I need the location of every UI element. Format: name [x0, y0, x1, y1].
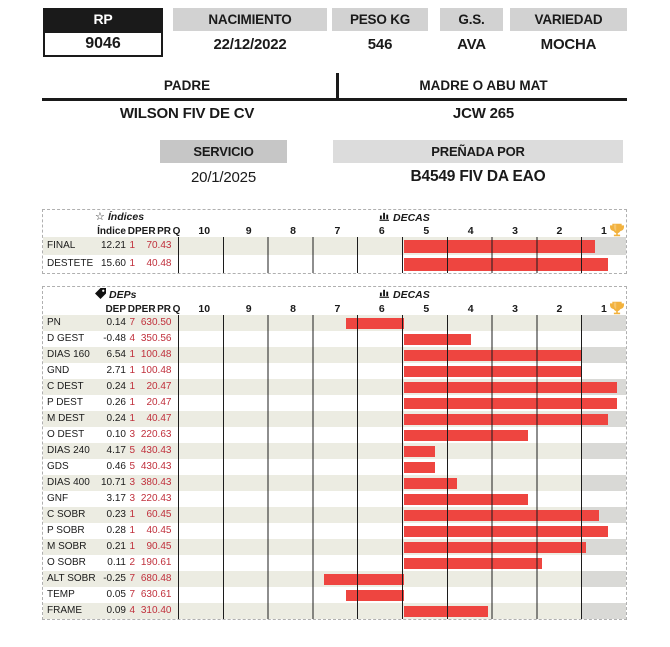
cell-value: 0.11 [107, 557, 126, 568]
table-row-o-sobr [43, 555, 626, 571]
deps-table [42, 286, 627, 620]
cell-d: 3 [129, 429, 135, 440]
table-row-dias-160 [43, 347, 626, 363]
decas-tick-5: 5 [423, 303, 430, 315]
decas-tick-9: 9 [245, 225, 252, 237]
cell-d: 3 [129, 477, 135, 488]
percentile-bar [404, 258, 608, 271]
decas-tick-2: 2 [556, 303, 563, 315]
percentile-bar [404, 526, 608, 537]
cell-pr: 0.61 [152, 589, 172, 600]
decas-chart-cell [182, 443, 626, 459]
cell-value: 0.23 [106, 509, 126, 520]
cell-value: 12.21 [100, 240, 126, 251]
nacimiento-header: NACIMIENTO [173, 8, 327, 31]
row-label: O SOBR [47, 557, 86, 568]
table-title-label: Índices [107, 211, 145, 223]
cell-value: 0.28 [106, 525, 126, 536]
col-header-PER: PER [135, 226, 156, 237]
decas-tick-10: 10 [198, 225, 211, 237]
decas-chart-cell [182, 255, 626, 273]
decas-tick-1: 1 [600, 225, 607, 237]
decas-tick-6: 6 [378, 303, 385, 315]
cell-per: 38 [140, 477, 152, 488]
cell-q [171, 523, 182, 539]
decas-1-highlight-cell [582, 475, 626, 491]
cell-pr: 0.43 [152, 461, 172, 472]
row-label: DIAS 160 [47, 349, 90, 360]
cell-d: 2 [129, 557, 135, 568]
padre-value: WILSON FIV DE CV [119, 105, 255, 122]
row-label: DESTETE [47, 258, 94, 269]
percentile-bar [404, 414, 608, 425]
row-label: M DEST [47, 413, 85, 424]
bar-chart-icon [379, 211, 390, 224]
madre-header: MADRE O ABU MAT [419, 78, 548, 93]
cell-per: 43 [140, 461, 152, 472]
row-label: D GEST [47, 333, 85, 344]
percentile-bar [404, 606, 488, 617]
cell-value: 0.21 [106, 541, 126, 552]
row-label: C SOBR [47, 509, 86, 520]
cell-pr: 0.48 [152, 258, 172, 269]
cell-per: 31 [140, 605, 152, 616]
cell-pr: 0.43 [152, 445, 172, 456]
cell-q [171, 255, 182, 273]
cell-d: 1 [129, 397, 135, 408]
gs-header: G.S. [440, 8, 503, 31]
decas-chart-cell [182, 603, 626, 619]
col-header-PER: PER [135, 304, 156, 315]
cell-per: 9 [146, 541, 152, 552]
cell-pr: 0.45 [152, 525, 172, 536]
madre-value: JCW 265 [452, 105, 515, 122]
cell-value: -0.48 [103, 333, 126, 344]
decas-chart-cell [182, 587, 626, 603]
cell-pr: 0.61 [152, 557, 172, 568]
cell-per: 4 [146, 525, 152, 536]
peso-value: 546 [367, 36, 393, 53]
col-header-D: D [127, 304, 135, 315]
cell-q [171, 427, 182, 443]
cell-d: 1 [129, 240, 135, 251]
cell-pr: 0.48 [152, 365, 172, 376]
cell-pr: 0.47 [152, 397, 172, 408]
percentile-bar [404, 382, 617, 393]
cell-d: 1 [129, 365, 135, 376]
cell-value: 3.17 [106, 493, 126, 504]
cell-per: 22 [140, 493, 152, 504]
cell-per: 22 [140, 429, 152, 440]
table-row-gds [43, 459, 626, 475]
cell-d: 7 [129, 573, 135, 584]
percentile-bar [404, 334, 471, 345]
cell-per: 35 [140, 333, 152, 344]
decas-tick-4: 4 [467, 225, 474, 237]
cell-per: 19 [140, 557, 152, 568]
table-row-c-dest [43, 379, 626, 395]
cell-d: 7 [129, 317, 135, 328]
cell-pr: 0.48 [152, 573, 172, 584]
percentile-bar [404, 430, 528, 441]
parent-rule [42, 98, 627, 101]
table-row-c-sobr [43, 507, 626, 523]
cell-pr: 0.43 [152, 493, 172, 504]
table-row-gnd [43, 363, 626, 379]
decas-chart-cell [182, 491, 626, 507]
col-header-D: D [127, 226, 135, 237]
cell-per: 7 [146, 240, 152, 251]
col-header-PR: PR [157, 304, 171, 315]
table-row-p-sobr [43, 523, 626, 539]
cell-value: 15.60 [100, 258, 126, 269]
percentile-bar [324, 574, 404, 585]
cell-value: 0.14 [106, 317, 126, 328]
cell-pr: 0.63 [152, 429, 172, 440]
cell-d: 1 [129, 381, 135, 392]
decas-tick-3: 3 [512, 225, 518, 237]
cell-value: 0.10 [106, 429, 126, 440]
decas-chart-cell [182, 475, 626, 491]
decas-1-highlight-cell [582, 539, 626, 555]
decas-tick-7: 7 [334, 225, 341, 237]
cell-per: 4 [146, 413, 152, 424]
cell-q [171, 315, 182, 331]
cell-value: -0.25 [103, 573, 126, 584]
cell-pr: 0.45 [152, 509, 172, 520]
cell-value: 0.09 [106, 605, 126, 616]
cell-d: 1 [129, 413, 135, 424]
row-label: M SOBR [47, 541, 87, 552]
rp-value: 9046 [43, 31, 163, 57]
row-label: C DEST [47, 381, 84, 392]
percentile-bar [404, 542, 586, 553]
decas-chart-cell [182, 237, 626, 255]
cell-value: 0.05 [106, 589, 126, 600]
decas-tick-4: 4 [467, 303, 474, 315]
row-label: FRAME [47, 605, 82, 616]
cell-d: 1 [129, 349, 135, 360]
table-row-alt-sobr [43, 571, 626, 587]
row-label: O DEST [47, 429, 85, 440]
cell-pr: 0.48 [152, 349, 172, 360]
cell-value: 0.46 [106, 461, 126, 472]
cell-q [171, 603, 182, 619]
cell-d: 1 [129, 509, 135, 520]
decas-tick-5: 5 [423, 225, 430, 237]
cell-d: 4 [129, 605, 135, 616]
decas-chart-cell [182, 507, 626, 523]
table-row-dias-240 [43, 443, 626, 459]
table-row-temp [43, 587, 626, 603]
col-header-Q: Q [172, 304, 181, 315]
percentile-bar [404, 478, 457, 489]
variedad-header: VARIEDAD [510, 8, 627, 31]
cell-q [171, 379, 182, 395]
variedad-value: MOCHA [540, 36, 597, 53]
cell-pr: 0.43 [152, 240, 172, 251]
indices-table [42, 209, 627, 274]
cell-per: 2 [146, 381, 152, 392]
cell-q [171, 587, 182, 603]
decas-tick-2: 2 [556, 225, 563, 237]
star-icon: ☆ [95, 211, 105, 223]
decas-1-highlight-cell [582, 603, 626, 619]
cell-value: 0.24 [106, 381, 126, 392]
table-row-gnf [43, 491, 626, 507]
cell-value: 0.26 [106, 397, 126, 408]
cell-q [171, 443, 182, 459]
row-label: DIAS 400 [47, 477, 90, 488]
percentile-bar [346, 590, 404, 601]
percentile-bar [404, 510, 599, 521]
cell-d: 5 [129, 461, 135, 472]
table-row-pn [43, 315, 626, 331]
decas-chart-cell [182, 539, 626, 555]
cell-pr: 0.47 [152, 381, 172, 392]
cell-value: 10.71 [100, 477, 126, 488]
decas-tick-7: 7 [334, 303, 341, 315]
cell-per: 68 [140, 573, 152, 584]
percentile-bar [346, 318, 404, 329]
row-label: DIAS 240 [47, 445, 90, 456]
percentile-bar [404, 446, 435, 457]
cell-q [171, 571, 182, 587]
table-row-m-dest [43, 411, 626, 427]
cell-q [171, 555, 182, 571]
decas-1-highlight-cell [582, 315, 626, 331]
servicio-header: SERVICIO [160, 140, 287, 163]
col-header-PR: PR [157, 226, 171, 237]
table-title [95, 211, 144, 223]
cell-value: 6.54 [106, 349, 126, 360]
cell-value: 4.17 [106, 445, 126, 456]
cell-d: 3 [129, 493, 135, 504]
cell-pr: 0.56 [152, 333, 172, 344]
row-label: P DEST [47, 397, 83, 408]
row-label: PN [47, 317, 61, 328]
cell-q [171, 459, 182, 475]
cell-q [171, 331, 182, 347]
decas-chart-cell [182, 315, 626, 331]
decas-axis-label: DECAS [393, 211, 430, 224]
rp-header: RP [43, 8, 163, 31]
table-row-m-sobr [43, 539, 626, 555]
decas-chart-cell [182, 411, 626, 427]
decas-chart-cell [182, 427, 626, 443]
decas-axis-label: DECAS [393, 288, 430, 301]
cell-per: 63 [140, 589, 152, 600]
cell-q [171, 363, 182, 379]
row-label: TEMP [47, 589, 75, 600]
padre-header: PADRE [163, 78, 211, 93]
cell-q [171, 491, 182, 507]
cell-pr: 0.47 [152, 413, 172, 424]
cell-q [171, 507, 182, 523]
cell-per: 63 [140, 317, 152, 328]
decas-tick-10: 10 [198, 303, 211, 315]
decas-chart-cell [182, 379, 626, 395]
cell-q [171, 347, 182, 363]
cell-pr: 0.45 [152, 541, 172, 552]
decas-chart-cell [182, 363, 626, 379]
prenada-header: PREÑADA POR [333, 140, 623, 163]
percentile-bar [404, 494, 528, 505]
cell-d: 7 [129, 589, 135, 600]
row-label: FINAL [47, 240, 76, 251]
row-label: GDS [47, 461, 69, 472]
decas-tick-6: 6 [378, 225, 385, 237]
parent-divider [336, 73, 339, 98]
decas-chart-cell [182, 331, 626, 347]
decas-tick-8: 8 [290, 225, 296, 237]
row-label: GNF [47, 493, 69, 504]
gs-value: AVA [457, 36, 486, 53]
prenada-value: B4549 FIV DA EAO [410, 168, 546, 185]
cell-d: 1 [129, 525, 135, 536]
table-row-destete [43, 255, 626, 273]
percentile-bar [404, 398, 617, 409]
decas-chart-cell [182, 555, 626, 571]
cell-q [171, 237, 182, 255]
row-label: GND [47, 365, 70, 376]
decas-tick-8: 8 [290, 303, 296, 315]
table-row-p-dest [43, 395, 626, 411]
cell-per: 43 [140, 445, 152, 456]
bar-chart-icon [379, 288, 390, 301]
percentile-bar [404, 462, 435, 473]
decas-1-highlight-cell [582, 443, 626, 459]
cell-per: 2 [146, 397, 152, 408]
percentile-bar [404, 558, 542, 569]
servicio-value: 20/1/2025 [191, 169, 256, 186]
decas-tick-3: 3 [512, 303, 518, 315]
decas-chart-cell [182, 347, 626, 363]
cell-per: 6 [146, 509, 152, 520]
cell-pr: 0.43 [152, 477, 172, 488]
cell-d: 1 [129, 541, 135, 552]
table-row-final [43, 237, 626, 255]
table-row-dias-400 [43, 475, 626, 491]
table-row-d-gest [43, 331, 626, 347]
col-header-Índice: Índice [97, 226, 126, 237]
col-header-Q: Q [172, 226, 181, 237]
decas-tick-1: 1 [600, 303, 607, 315]
cell-q [171, 395, 182, 411]
decas-chart-cell [182, 395, 626, 411]
cell-pr: 0.40 [152, 605, 172, 616]
percentile-bar [404, 240, 595, 253]
col-header-DEP: DEP [105, 304, 126, 315]
cell-q [171, 475, 182, 491]
nacimiento-value: 22/12/2022 [213, 36, 287, 53]
row-label: ALT SOBR [47, 573, 96, 584]
row-label: P SOBR [47, 525, 85, 536]
tag-icon [95, 288, 106, 302]
decas-axis-title [379, 211, 430, 224]
cell-per: 10 [140, 349, 152, 360]
table-row-frame [43, 603, 626, 619]
cell-q [171, 539, 182, 555]
peso-header: PESO KG [332, 8, 428, 31]
percentile-bar [404, 366, 582, 377]
percentile-bar [404, 350, 582, 361]
table-row-o-dest [43, 427, 626, 443]
cell-value: 0.24 [106, 413, 126, 424]
cell-q [171, 411, 182, 427]
cell-d: 5 [129, 445, 135, 456]
cell-pr: 0.50 [152, 317, 172, 328]
cell-value: 2.71 [106, 365, 126, 376]
table-title-label: DEPs [109, 289, 137, 301]
cell-per: 4 [146, 258, 152, 269]
cell-per: 10 [140, 365, 152, 376]
decas-chart-cell [182, 523, 626, 539]
cell-d: 4 [129, 333, 135, 344]
decas-axis-title [379, 288, 430, 301]
decas-1-highlight-cell [582, 571, 626, 587]
cell-d: 1 [129, 258, 135, 269]
decas-tick-9: 9 [245, 303, 252, 315]
table-title [95, 288, 136, 302]
decas-chart-cell [182, 459, 626, 475]
decas-1-highlight-cell [582, 347, 626, 363]
decas-chart-cell [182, 571, 626, 587]
